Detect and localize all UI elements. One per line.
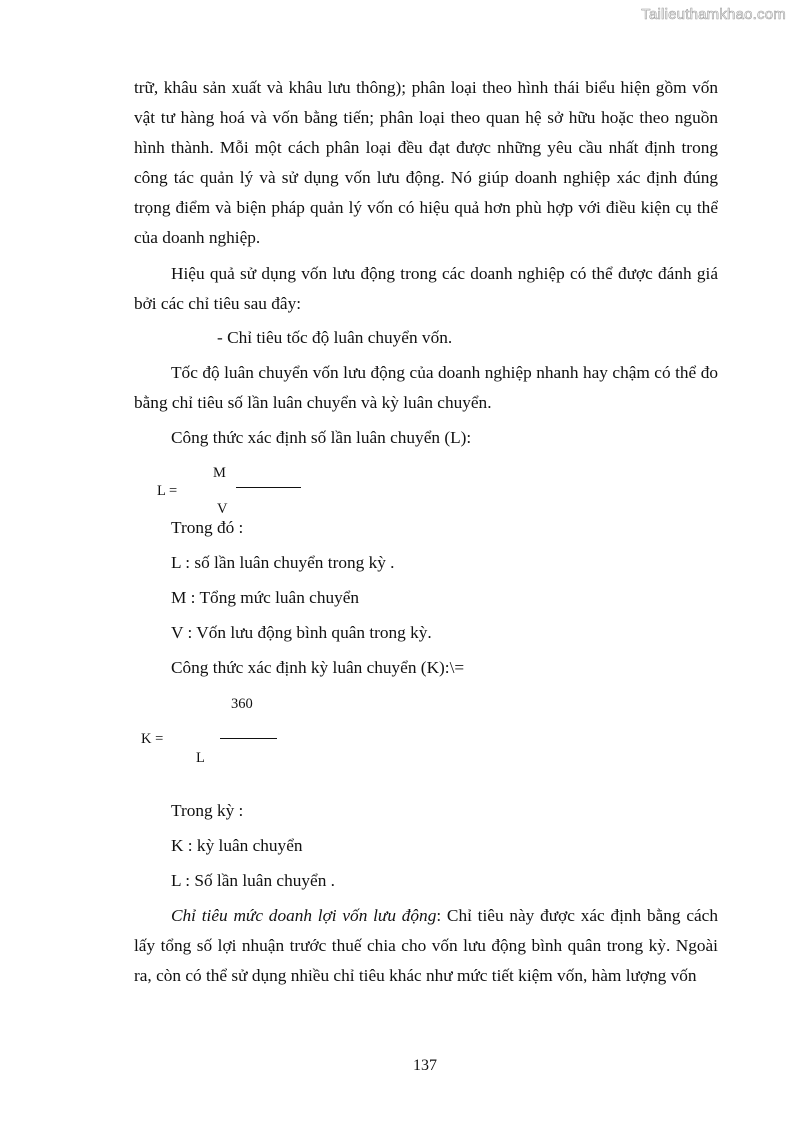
paragraph-line: của doanh nghiệp. (134, 228, 261, 247)
watermark: Tailieuthamkhao.com (641, 6, 786, 23)
fraction-bar (236, 487, 301, 488)
formula-denominator: V (217, 501, 228, 517)
definition-item: M : Tổng mức luân chuyển (171, 588, 360, 607)
italic-term: Chỉ tiêu mức doanh lợi vốn lưu động (171, 906, 437, 925)
definition-item: V : Vốn lưu động bình quân trong kỳ. (171, 623, 432, 642)
page-number: 137 (413, 1057, 437, 1074)
formula-denominator: L (196, 750, 205, 766)
formula-lhs: K = (141, 731, 164, 747)
formula-intro: Công thức xác định số lần luân chuyển (L): (171, 428, 472, 447)
formula-lhs: L = (157, 483, 178, 499)
paragraph-line: ra, còn có thể sử dụng nhiều chỉ tiêu khác như mức tiết kiệm vốn, hàm lượng vốn (134, 966, 697, 985)
fraction-bar (220, 738, 277, 739)
paragraph-line: lấy tổng số lợi nhuận trước thuế chia cho vốn lưu động bình quân trong kỳ. Ngoài (134, 936, 718, 955)
paragraph-line: hình thành. Mỗi một cách phân loại đều đạt được những yêu cầu nhất định trong (134, 138, 718, 157)
where-label: Trong đó : (171, 518, 244, 537)
paragraph-line: Tốc độ luân chuyển vốn lưu động của doanh nghiệp nhanh hay chậm có thể đo (171, 363, 718, 382)
paragraph-line: trọng điểm và biện pháp quản lý vốn có hiệu quả hơn phù hợp với điều kiện cụ thể (134, 198, 718, 217)
paragraph-line: vật tư hàng hoá và vốn bằng tiến; phân loại theo quan hệ sở hữu hoặc theo nguồn (134, 108, 718, 127)
formula-numerator: M (213, 465, 226, 481)
formula-numerator: 360 (231, 696, 253, 712)
paragraph-text: : Chỉ tiêu này được xác định bằng cách (436, 906, 718, 925)
paragraph-line: Hiệu quả sử dụng vốn lưu động trong các doanh nghiệp có thể được đánh giá (171, 264, 718, 283)
paragraph-line: bằng chỉ tiêu số lần luân chuyển và kỳ luân chuyển. (134, 393, 492, 412)
paragraph-line: trữ, khâu sản xuất và khâu lưu thông); phân loại theo hình thái biểu hiện gồm vốn (134, 78, 718, 97)
definition-item: K : kỳ luân chuyển (171, 836, 303, 855)
formula-intro: Công thức xác định kỳ luân chuyển (K):\= (171, 658, 465, 677)
definition-item: L : số lần luân chuyển trong kỳ . (171, 553, 395, 572)
paragraph-line (171, 906, 718, 926)
definition-item: L : Số lần luân chuyển . (171, 871, 335, 890)
paragraph-line: bởi các chỉ tiêu sau đây: (134, 294, 302, 313)
where-label: Trong kỳ : (171, 801, 244, 820)
bullet-item: - Chỉ tiêu tốc độ luân chuyển vốn. (217, 328, 453, 347)
paragraph-line: công tác quản lý và sử dụng vốn lưu động. Nó giúp doanh nghiệp xác định đúng (134, 168, 718, 187)
